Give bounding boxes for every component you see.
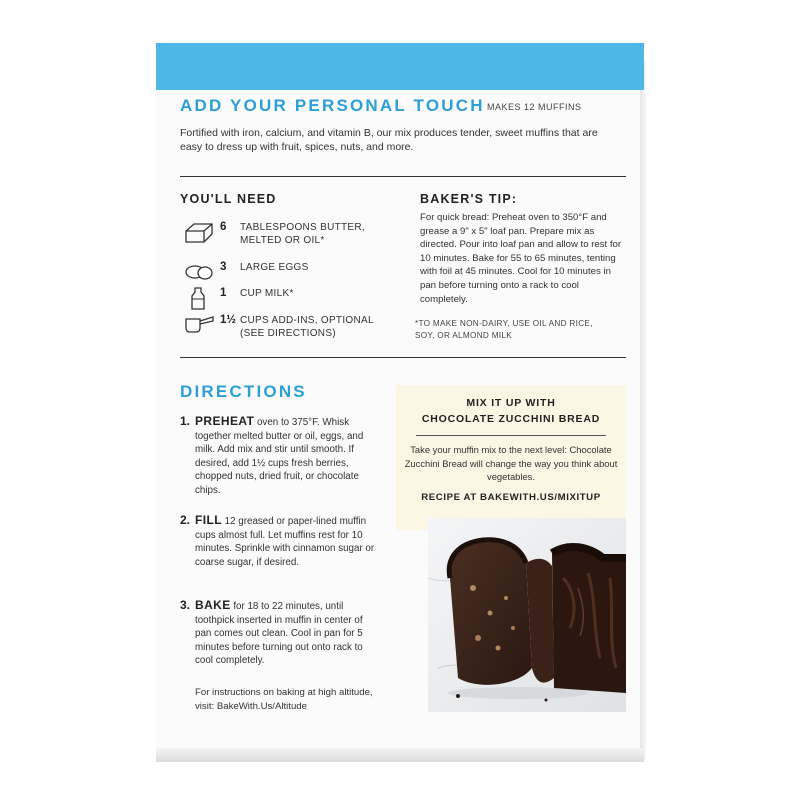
ingredient-text: TABLESPOONS BUTTER, MELTED OR OIL* [240, 222, 365, 246]
step-keyword: BAKE [195, 598, 231, 612]
step-number: 3. [180, 598, 191, 612]
ingredient-qty: 1½ [220, 314, 236, 326]
ingredient-text: CUPS ADD-INS, OPTIONAL (SEE DIRECTIONS) [240, 315, 374, 339]
step-text: oven to 375°F. Whisk together melted butter or oil, eggs, and milk. Add mix and stir until smooth. If desired, add 1½ cups fresh berries, chopped nuts, dried fruit, or chocolate chips. [195, 417, 364, 496]
promo-divider [416, 435, 606, 436]
yield-label: MAKES 12 MUFFINS [487, 102, 582, 112]
promo-title-line-2: CHOCOLATE ZUCCHINI BREAD [421, 413, 601, 425]
promo-recipe-link[interactable]: RECIPE AT BAKEWITH.US/MIXITUP [421, 492, 601, 503]
ingredient-qty: 3 [220, 261, 227, 273]
step-number: 2. [180, 513, 191, 527]
ingredient-text: LARGE EGGS [240, 262, 309, 273]
step-text: for 18 to 22 minutes, until toothpick inserted in muffin in center of pan comes out clean. Cool in pan for 5 minutes before turning out onto rack to cool completely. [195, 601, 363, 667]
promo-text: Take your muffin mix to the next level: Chocolate Zucchini Bread will change the way you think about vegetables. [404, 444, 618, 482]
high-altitude-note: For instructions on baking at high altitude, visit: BakeWith.Us/Altitude [195, 687, 373, 712]
package-bottom-edge [156, 748, 644, 762]
measuring-cup-icon [184, 314, 214, 338]
milk-bottle-icon [184, 287, 214, 311]
package-side-edge [640, 60, 646, 760]
promo-panel [396, 385, 626, 530]
step-keyword: PREHEAT [195, 414, 255, 428]
step-keyword: FILL [195, 513, 222, 527]
bakers-tip-heading: BAKER'S TIP: [420, 192, 518, 206]
divider-middle [180, 357, 626, 358]
personal-touch-heading: ADD YOUR PERSONAL TOUCH [180, 96, 485, 115]
non-dairy-footnote: *TO MAKE NON-DAIRY, USE OIL AND RICE, SOY, OR ALMOND MILK [415, 319, 593, 340]
brand-color-band [156, 43, 644, 90]
chocolate-zucchini-bread-photo [428, 518, 626, 712]
eggs-icon [184, 261, 214, 285]
ingredient-add-ins [180, 314, 395, 344]
ingredient-qty: 6 [220, 221, 227, 233]
directions-heading: DIRECTIONS [180, 382, 307, 401]
intro-text: Fortified with iron, calcium, and vitamin B, our mix produces tender, sweet muffins that are easy to dress up with fruit, spices, nuts, and more. [180, 127, 598, 153]
ingredient-qty: 1 [220, 287, 227, 299]
step-number: 1. [180, 414, 191, 428]
ingredient-milk [180, 287, 395, 317]
youll-need-heading: YOU'LL NEED [180, 192, 277, 206]
promo-title-line-1: MIX IT UP WITH [466, 397, 556, 409]
step-text: 12 greased or paper-lined muffin cups almost full. Let muffins rest for 10 minutes. Sprinkle with cinnamon sugar or coarse sugar, if desired. [195, 516, 375, 568]
ingredient-butter [180, 221, 395, 251]
bakers-tip-text: For quick bread: Preheat oven to 350°F and grease a 9" x 5" loaf pan. Prepare mix as directed. Pour into loaf pan and allow to rest for 10 minutes. Bake for 55 to 65 minutes, tenting with foil at 45 minutes. Cool for 10 minutes in pan before turning onto a rack to cool completely. [420, 212, 622, 305]
ingredient-text: CUP MILK* [240, 288, 294, 299]
promo-title [396, 395, 626, 427]
butter-stick-icon [184, 221, 214, 245]
divider-top [180, 176, 626, 177]
